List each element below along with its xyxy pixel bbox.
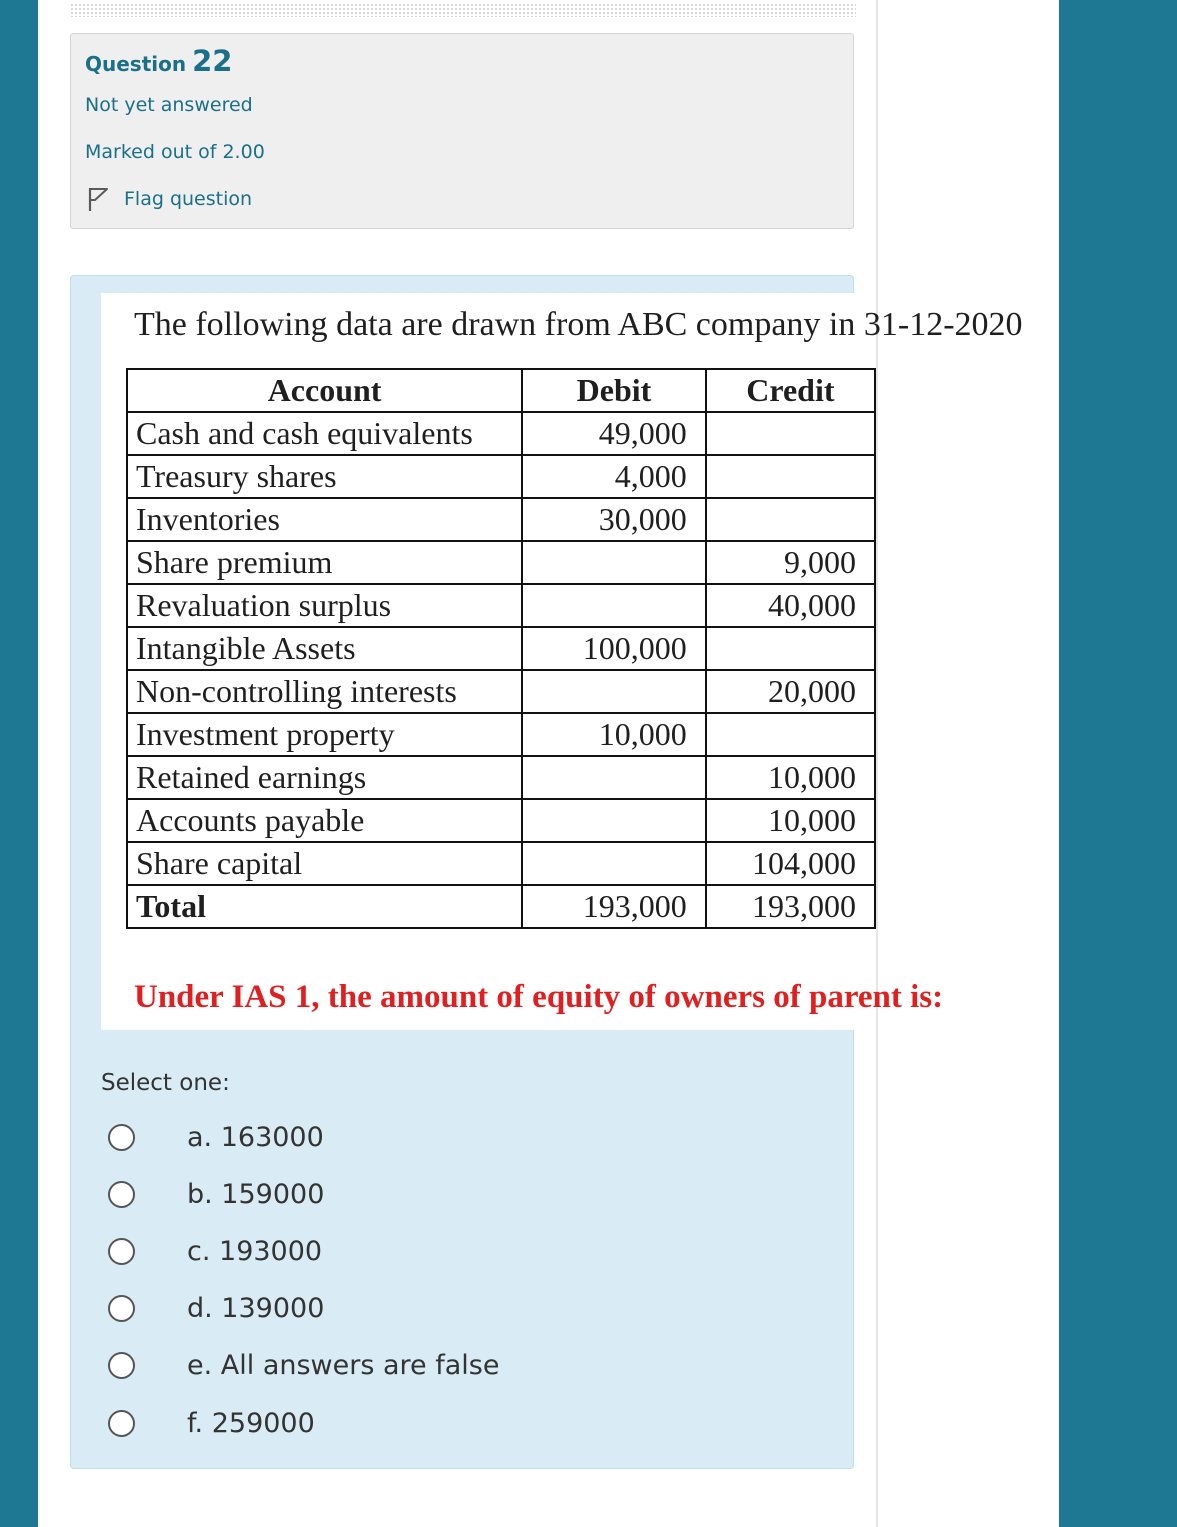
credit-cell: 104,000 (706, 842, 875, 885)
table-header-row (127, 369, 875, 412)
trial-balance-table (126, 368, 876, 929)
radio-unchecked-icon[interactable] (108, 1124, 135, 1151)
column-divider (876, 0, 878, 1527)
table-row (127, 713, 875, 756)
credit-cell (706, 713, 875, 756)
table-row (127, 756, 875, 799)
account-cell: Share capital (127, 842, 522, 885)
radio-unchecked-icon[interactable] (108, 1410, 135, 1437)
question-intro: The following data are drawn from ABC company in 31-12-2020 (134, 306, 1023, 343)
debit-cell (522, 799, 706, 842)
header-credit: Credit (706, 369, 875, 412)
question-image (101, 293, 1023, 1030)
flag-question-label: Flag question (124, 188, 253, 210)
account-cell: Accounts payable (127, 799, 522, 842)
answer-option-label[interactable]: d. 139000 (187, 1292, 325, 1324)
answer-option-f[interactable] (108, 1403, 315, 1443)
table-row (127, 498, 875, 541)
question-heading (85, 44, 232, 78)
answer-option-label[interactable]: c. 193000 (187, 1235, 323, 1267)
flag-icon (87, 186, 109, 212)
answer-option-label[interactable]: f. 259000 (187, 1407, 315, 1439)
credit-cell: 20,000 (706, 670, 875, 713)
account-cell: Treasury shares (127, 455, 522, 498)
answer-option-c[interactable] (108, 1231, 323, 1271)
question-prompt: Under IAS 1, the amount of equity of owners of parent is: (134, 979, 944, 1015)
table-row (127, 670, 875, 713)
flag-question-link[interactable] (87, 184, 252, 214)
account-cell: Cash and cash equivalents (127, 412, 522, 455)
answer-option-a[interactable] (108, 1117, 324, 1157)
question-word: Question (85, 52, 187, 76)
debit-cell (522, 541, 706, 584)
question-state: Not yet answered (85, 94, 253, 116)
header-account: Account (127, 369, 522, 412)
debit-cell (522, 670, 706, 713)
account-cell: Investment property (127, 713, 522, 756)
answer-option-d[interactable] (108, 1288, 325, 1328)
question-marks: Marked out of 2.00 (85, 141, 265, 163)
account-cell: Retained earnings (127, 756, 522, 799)
credit-cell: 10,000 (706, 799, 875, 842)
credit-cell: 10,000 (706, 756, 875, 799)
table-total-row (127, 885, 875, 928)
total-credit-cell: 193,000 (706, 885, 875, 928)
table-row (127, 541, 875, 584)
debit-cell: 100,000 (522, 627, 706, 670)
debit-cell: 10,000 (522, 713, 706, 756)
dotted-separator (70, 3, 856, 17)
answer-option-b[interactable] (108, 1174, 325, 1214)
answer-option-label[interactable]: e. All answers are false (187, 1349, 500, 1381)
credit-cell (706, 627, 875, 670)
answer-option-label[interactable]: b. 159000 (187, 1178, 325, 1210)
debit-cell (522, 756, 706, 799)
debit-cell: 4,000 (522, 455, 706, 498)
debit-cell (522, 842, 706, 885)
radio-unchecked-icon[interactable] (108, 1352, 135, 1379)
radio-unchecked-icon[interactable] (108, 1181, 135, 1208)
account-cell: Non-controlling interests (127, 670, 522, 713)
credit-cell (706, 412, 875, 455)
credit-cell (706, 455, 875, 498)
table-row (127, 455, 875, 498)
header-debit: Debit (522, 369, 706, 412)
question-info-box (70, 33, 854, 229)
table-row (127, 627, 875, 670)
radio-unchecked-icon[interactable] (108, 1295, 135, 1322)
question-number: 22 (192, 44, 233, 78)
debit-cell: 49,000 (522, 412, 706, 455)
total-debit-cell: 193,000 (522, 885, 706, 928)
total-label-cell: Total (127, 885, 522, 928)
answer-option-e[interactable] (108, 1345, 500, 1385)
account-cell: Share premium (127, 541, 522, 584)
credit-cell: 9,000 (706, 541, 875, 584)
account-cell: Revaluation surplus (127, 584, 522, 627)
answer-option-label[interactable]: a. 163000 (187, 1121, 324, 1153)
select-one-label: Select one: (101, 1070, 230, 1096)
table-row (127, 842, 875, 885)
credit-cell: 40,000 (706, 584, 875, 627)
account-cell: Intangible Assets (127, 627, 522, 670)
table-row (127, 584, 875, 627)
debit-cell (522, 584, 706, 627)
radio-unchecked-icon[interactable] (108, 1238, 135, 1265)
account-cell: Inventories (127, 498, 522, 541)
debit-cell: 30,000 (522, 498, 706, 541)
table-row (127, 799, 875, 842)
table-row (127, 412, 875, 455)
credit-cell (706, 498, 875, 541)
